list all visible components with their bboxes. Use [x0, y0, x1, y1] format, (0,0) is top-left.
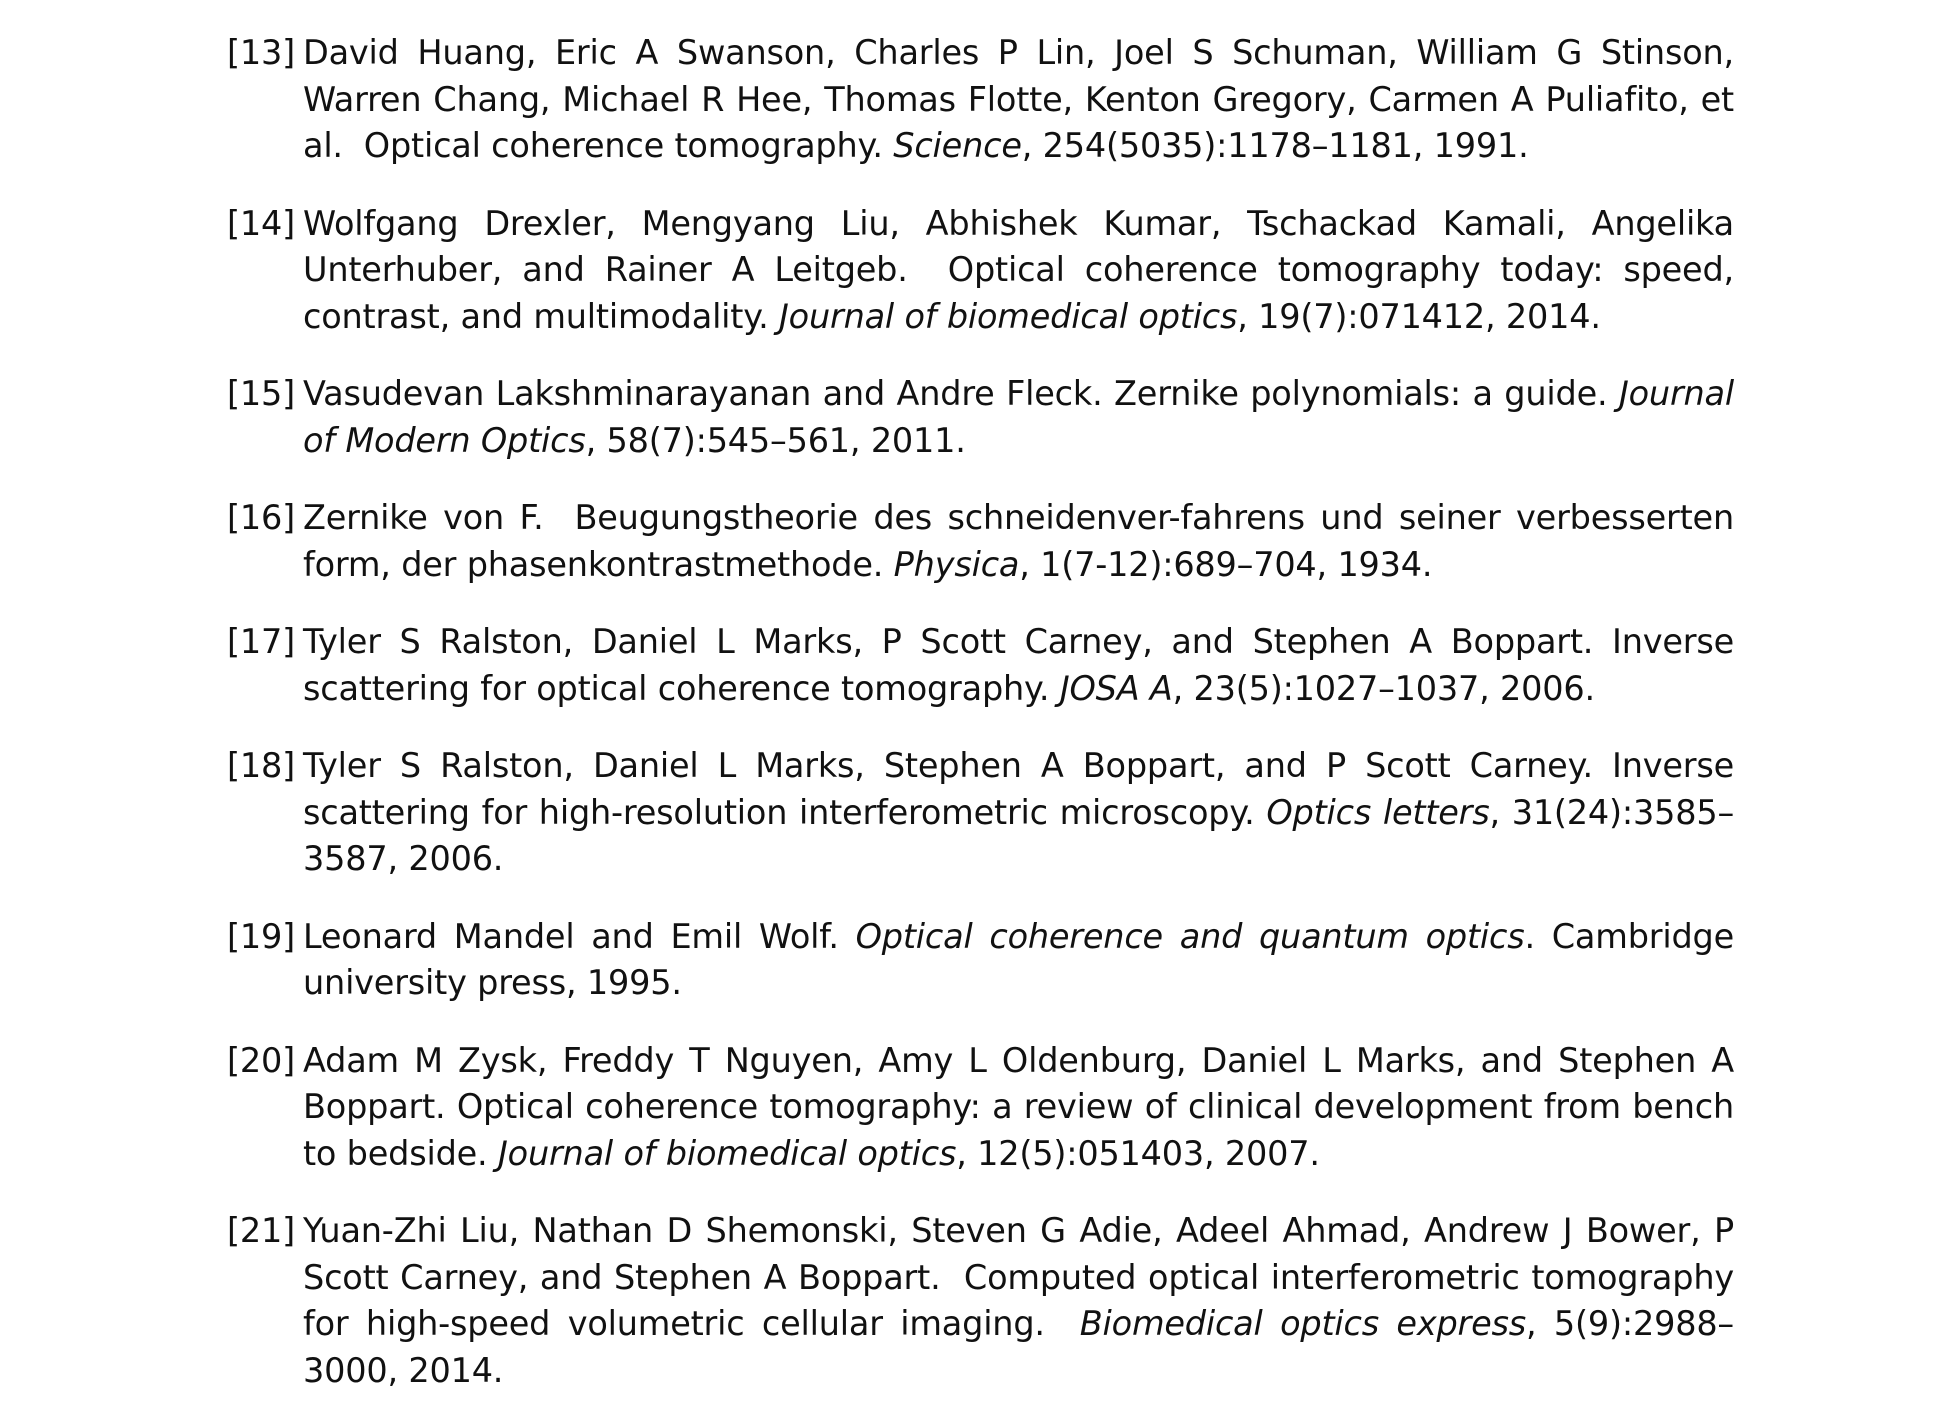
- reference-details: , 254(5035):1178–1181, 1991.: [1021, 126, 1529, 165]
- reference-authors: Yuan-Zhi Liu, Nathan D Shemonski, Steven G Adie, Adeel Ahmad, Andrew J Bower, P Scott Carney, and Stephen A Boppart.: [303, 1211, 1734, 1297]
- reference-body: [303, 622, 1734, 708]
- reference-details: , 12(5):051403, 2007.: [956, 1133, 1320, 1173]
- reference-authors: Vasudevan Lakshminarayanan and Andre Fleck.: [303, 374, 1103, 413]
- reference-number: [21]: [227, 1211, 295, 1250]
- reference-body: [303, 33, 1734, 165]
- reference-number: [13]: [227, 33, 295, 72]
- reference-item: [227, 619, 1734, 712]
- reference-venue: Optics letters: [1266, 792, 1490, 832]
- reference-details: , 23(5):1027–1037, 2006.: [1172, 668, 1595, 708]
- reference-title: Computed optical interferometric tomography for high-speed volumetric cellular imaging.: [303, 1257, 1734, 1343]
- reference-venue: Journal of Modern Optics: [303, 374, 1734, 460]
- reference-item: [227, 1038, 1734, 1178]
- reference-item: [227, 495, 1734, 588]
- reference-body: [303, 917, 1734, 1003]
- reference-item: [227, 30, 1734, 170]
- reference-details: , 58(7):545–561, 2011.: [585, 420, 966, 460]
- reference-item: [227, 1208, 1734, 1394]
- reference-title: Inverse scattering for optical coherence tomography.: [303, 622, 1734, 708]
- reference-venue: Journal of biomedical optics: [778, 296, 1238, 336]
- reference-venue: Science: [893, 126, 1022, 165]
- reference-number: [18]: [227, 746, 295, 785]
- reference-venue: Biomedical optics express: [1079, 1304, 1527, 1343]
- reference-details: , 5(9):2988–3000, 2014.: [303, 1304, 1734, 1390]
- reference-body: [303, 204, 1734, 336]
- reference-number: [14]: [227, 203, 295, 243]
- reference-details: , 1(7-12):689–704, 1934.: [1019, 544, 1433, 584]
- reference-body: [303, 1041, 1734, 1173]
- reference-venue: JOSA A: [1059, 668, 1173, 708]
- reference-title: Optical coherence tomography today: speed, contrast, and multimodality.: [303, 250, 1734, 336]
- reference-authors: David Huang, Eric A Swanson, Charles P Lin, Joel S Schuman, William G Stinson, Warren Chang, Michael R Hee, Thomas Flotte, Kenton Gregory, Carmen A Puliafito, et al.: [303, 33, 1734, 165]
- reference-title: Optical coherence tomography: a review of clinical development from bench to bedside.: [303, 1087, 1734, 1173]
- reference-venue: Optical coherence and quantum optics: [855, 916, 1525, 956]
- reference-title: Optical coherence tomography.: [363, 126, 883, 165]
- reference-authors: Adam M Zysk, Freddy T Nguyen, Amy L Oldenburg, Daniel L Marks, and Stephen A Boppart.: [303, 1040, 1734, 1126]
- reference-item: [227, 914, 1734, 1007]
- reference-item: [227, 743, 1734, 883]
- reference-authors: Wolfgang Drexler, Mengyang Liu, Abhishek Kumar, Tschackad Kamali, Angelika Unterhuber, and Rainer A Leitgeb.: [303, 203, 1734, 289]
- reference-number: [17]: [227, 622, 295, 661]
- reference-authors: Zernike von F.: [303, 498, 544, 537]
- reference-details: , 31(24):3585–3587, 2006.: [303, 792, 1734, 878]
- reference-item: [227, 371, 1734, 464]
- reference-title: Beugungstheorie des schneidenver-fahrens und seiner verbesserten form, der phasenkontrastmethode.: [303, 498, 1734, 584]
- reference-body: [303, 1211, 1734, 1390]
- reference-body: [303, 374, 1734, 460]
- reference-details: . Cambridge university press, 1995.: [303, 916, 1734, 1002]
- reference-body: [303, 746, 1734, 878]
- reference-authors: Tyler S Ralston, Daniel L Marks, Stephen A Boppart, and P Scott Carney.: [303, 746, 1593, 785]
- reference-venue: Journal of biomedical optics: [497, 1133, 957, 1173]
- reference-authors: Tyler S Ralston, Daniel L Marks, P Scott Carney, and Stephen A Boppart.: [303, 622, 1594, 661]
- reference-title: Inverse scattering for high-resolution interferometric microscopy.: [303, 746, 1734, 832]
- reference-number: [15]: [227, 374, 295, 413]
- reference-number: [20]: [227, 1040, 295, 1080]
- reference-list: [227, 30, 1734, 1425]
- reference-number: [16]: [227, 498, 295, 537]
- reference-title: Zernike polynomials: a guide.: [1114, 374, 1608, 413]
- reference-details: , 19(7):071412, 2014.: [1237, 296, 1601, 336]
- reference-body: [303, 498, 1734, 584]
- reference-item: [227, 201, 1734, 341]
- reference-number: [19]: [227, 916, 295, 956]
- reference-authors: Leonard Mandel and Emil Wolf.: [303, 916, 839, 956]
- reference-venue: Physica: [893, 544, 1020, 584]
